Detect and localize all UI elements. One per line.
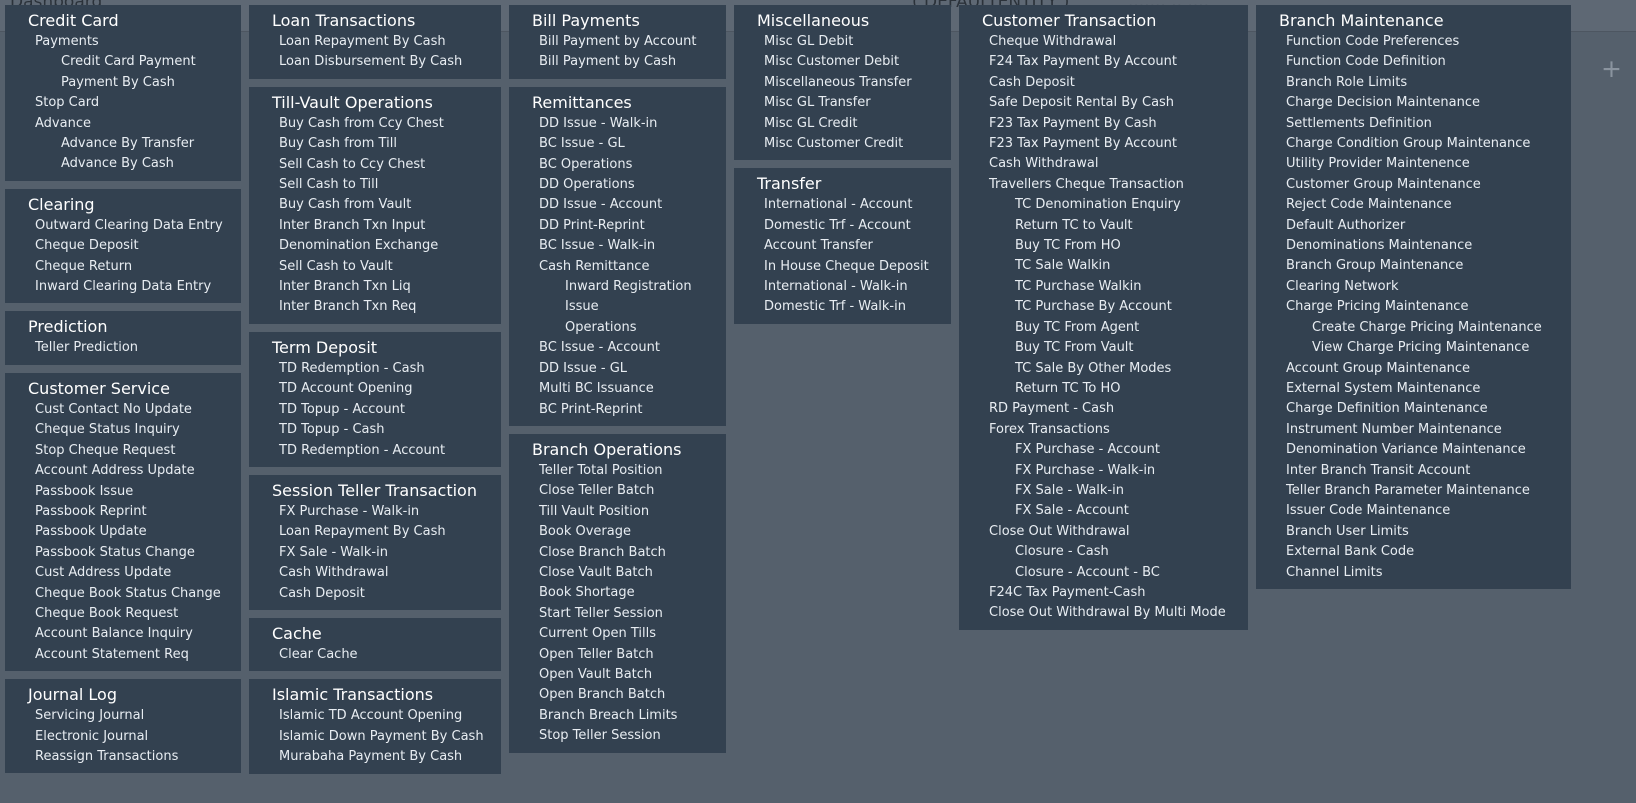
menu-item-loan-repayment-by-cash[interactable]: Loan Repayment By Cash <box>279 524 446 540</box>
menu-item-book-overage[interactable]: Book Overage <box>539 524 631 540</box>
menu-item-till-vault-position[interactable]: Till Vault Position <box>539 503 650 519</box>
menu-item-return-tc-to-ho[interactable]: Return TC To HO <box>1015 380 1121 396</box>
menu-column-5 <box>959 5 1248 630</box>
menu-item-miscellaneous-transfer[interactable]: Miscellaneous Transfer <box>764 74 912 90</box>
menu-item-closure-cash[interactable]: Closure - Cash <box>1015 544 1109 560</box>
panel-clearing <box>5 189 241 304</box>
menu-item-fx-purchase-account[interactable]: FX Purchase - Account <box>1015 442 1160 458</box>
menu-item-sell-cash-to-ccy-chest[interactable]: Sell Cash to Ccy Chest <box>279 156 426 172</box>
menu-item-fx-sale-walk-in[interactable]: FX Sale - Walk-in <box>279 544 388 560</box>
menu-item-current-open-tills[interactable]: Current Open Tills <box>539 626 656 642</box>
panel-bill-payments <box>509 5 726 79</box>
menu-item-f24c-tax-payment-cash[interactable]: F24C Tax Payment-Cash <box>989 584 1146 600</box>
panel-branch-operations <box>509 434 726 753</box>
menu-item-settlements-definition[interactable]: Settlements Definition <box>1286 115 1432 131</box>
menu-item-cheque-return[interactable]: Cheque Return <box>35 258 133 274</box>
menu-item-fx-sale-walk-in[interactable]: FX Sale - Walk-in <box>1015 482 1124 498</box>
menu-item-dd-issue-account[interactable]: DD Issue - Account <box>539 197 663 213</box>
menu-item-close-vault-batch[interactable]: Close Vault Batch <box>539 564 653 580</box>
panel-title: Branch Maintenance <box>1279 11 1444 30</box>
menu-column-2 <box>249 5 501 774</box>
menu-item-utility-provider-maintenence[interactable]: Utility Provider Maintenence <box>1286 156 1470 172</box>
panel-credit-card <box>5 5 241 181</box>
menu-item-f24-tax-payment-by-account[interactable]: F24 Tax Payment By Account <box>989 54 1178 70</box>
menu-item-create-charge-pricing-maintenance[interactable]: Create Charge Pricing Maintenance <box>1312 319 1542 335</box>
menu-item-international-walk-in[interactable]: International - Walk-in <box>764 279 908 295</box>
menu-item-f23-tax-payment-by-cash[interactable]: F23 Tax Payment By Cash <box>989 115 1157 131</box>
menu-item-bc-issue-account[interactable]: BC Issue - Account <box>539 340 660 356</box>
menu-column-3 <box>509 5 726 753</box>
menu-item-default-authorizer[interactable]: Default Authorizer <box>1286 217 1406 233</box>
menu-item-bc-issue-gl[interactable]: BC Issue - GL <box>539 136 625 152</box>
panel-session-teller-transaction <box>249 475 501 610</box>
menu-item-charge-pricing-maintenance[interactable]: Charge Pricing Maintenance <box>1286 299 1469 315</box>
menu-item-dd-issue-gl[interactable]: DD Issue - GL <box>539 360 628 376</box>
menu-item-passbook-reprint[interactable]: Passbook Reprint <box>35 503 147 519</box>
panel-customer-transaction <box>959 5 1248 630</box>
menu-item-inward-registration[interactable]: Inward Registration <box>565 279 692 295</box>
menu-column-4 <box>734 5 951 324</box>
menu-item-channel-limits[interactable]: Channel Limits <box>1286 564 1383 580</box>
menu-item-open-branch-batch[interactable]: Open Branch Batch <box>539 687 666 703</box>
panel-branch-maintenance <box>1256 5 1571 589</box>
menu-item-branch-role-limits[interactable]: Branch Role Limits <box>1286 74 1408 90</box>
panel-title: Miscellaneous <box>757 11 870 30</box>
menu-column-6 <box>1256 5 1571 589</box>
menu-item-international-account[interactable]: International - Account <box>764 197 913 213</box>
menu-item-teller-total-position[interactable]: Teller Total Position <box>539 462 663 478</box>
panel-customer-service <box>5 373 241 671</box>
menu-item-instrument-number-maintenance[interactable]: Instrument Number Maintenance <box>1286 421 1502 437</box>
menu-item-inter-branch-transit-account[interactable]: Inter Branch Transit Account <box>1286 462 1471 478</box>
panel-term-deposit <box>249 332 501 467</box>
menu-item-buy-cash-from-vault[interactable]: Buy Cash from Vault <box>279 197 412 213</box>
menu-item-closure-account-bc[interactable]: Closure - Account - BC <box>1015 564 1160 580</box>
menu-item-bill-payment-by-cash[interactable]: Bill Payment by Cash <box>539 54 677 70</box>
menu-item-cash-withdrawal[interactable]: Cash Withdrawal <box>989 156 1099 172</box>
panel-title: Islamic Transactions <box>272 685 434 705</box>
menu-item-branch-breach-limits[interactable]: Branch Breach Limits <box>539 707 678 723</box>
menu-item-fx-purchase-walk-in[interactable]: FX Purchase - Walk-in <box>1015 462 1156 478</box>
menu-item-fx-purchase-walk-in[interactable]: FX Purchase - Walk-in <box>279 503 420 519</box>
menu-item-cheque-book-request[interactable]: Cheque Book Request <box>35 605 179 621</box>
menu-item-bc-issue-walk-in[interactable]: BC Issue - Walk-in <box>539 238 656 254</box>
panel-title: Bill Payments <box>532 11 640 30</box>
menu-item-buy-tc-from-ho[interactable]: Buy TC From HO <box>1015 238 1121 254</box>
menu-item-teller-branch-parameter-maintenance[interactable]: Teller Branch Parameter Maintenance <box>1286 482 1530 498</box>
menu-item-cash-remittance[interactable]: Cash Remittance <box>539 258 650 274</box>
menu-item-electronic-journal[interactable]: Electronic Journal <box>35 728 149 744</box>
menu-item-open-vault-batch[interactable]: Open Vault Batch <box>539 666 653 682</box>
menu-item-passbook-status-change[interactable]: Passbook Status Change <box>35 544 195 560</box>
menu-item-misc-gl-transfer[interactable]: Misc GL Transfer <box>764 95 871 111</box>
menu-item-loan-repayment-by-cash[interactable]: Loan Repayment By Cash <box>279 34 446 49</box>
menu-item-credit-card-payment[interactable]: Credit Card Payment <box>61 54 196 70</box>
menu-item-cheque-deposit[interactable]: Cheque Deposit <box>35 238 139 254</box>
panel-prediction <box>5 311 241 364</box>
menu-item-close-teller-batch[interactable]: Close Teller Batch <box>539 483 655 499</box>
menu-item-account-transfer[interactable]: Account Transfer <box>764 238 873 254</box>
menu-item-operations[interactable]: Operations <box>565 319 637 335</box>
menu-item-domestic-trf-walk-in[interactable]: Domestic Trf - Walk-in <box>764 299 906 315</box>
menu-item-advance-by-transfer[interactable]: Advance By Transfer <box>61 136 195 152</box>
menu-item-bill-payment-by-account[interactable]: Bill Payment by Account <box>539 34 697 49</box>
menu-item-td-account-opening[interactable]: TD Account Opening <box>279 381 413 397</box>
panel-title: Journal Log <box>28 685 117 705</box>
panel-title: Loan Transactions <box>272 11 416 30</box>
menu-item-f23-tax-payment-by-account[interactable]: F23 Tax Payment By Account <box>989 136 1178 152</box>
menu-item-denomination-variance-maintenance[interactable]: Denomination Variance Maintenance <box>1286 442 1526 458</box>
menu-item-outward-clearing-data-entry[interactable]: Outward Clearing Data Entry <box>35 217 223 233</box>
menu-item-cheque-status-inquiry[interactable]: Cheque Status Inquiry <box>35 422 180 438</box>
menu-item-tc-sale-by-other-modes[interactable]: TC Sale By Other Modes <box>1015 360 1172 376</box>
menu-item-domestic-trf-account[interactable]: Domestic Trf - Account <box>764 217 911 233</box>
panel-cache <box>249 618 501 671</box>
menu-item-close-out-withdrawal[interactable]: Close Out Withdrawal <box>989 523 1130 539</box>
menu-item-external-bank-code[interactable]: External Bank Code <box>1286 544 1415 560</box>
menu-item-clear-cache[interactable]: Clear Cache <box>279 646 358 662</box>
menu-item-buy-cash-from-till[interactable]: Buy Cash from Till <box>279 136 397 152</box>
panel-miscellaneous <box>734 5 951 160</box>
menu-item-customer-group-maintenance[interactable]: Customer Group Maintenance <box>1286 176 1481 192</box>
menu-item-dd-print-reprint[interactable]: DD Print-Reprint <box>539 217 645 233</box>
menu-item-inter-branch-txn-input[interactable]: Inter Branch Txn Input <box>279 217 426 233</box>
panel-journal-log <box>5 679 241 773</box>
menu-item-tc-purchase-walkin[interactable]: TC Purchase Walkin <box>1015 278 1142 294</box>
menu-item-view-charge-pricing-maintenance[interactable]: View Charge Pricing Maintenance <box>1312 340 1530 356</box>
menu-item-misc-gl-credit[interactable]: Misc GL Credit <box>764 115 858 131</box>
menu-item-in-house-cheque-deposit[interactable]: In House Cheque Deposit <box>764 258 929 274</box>
menu-item-misc-gl-debit[interactable]: Misc GL Debit <box>764 34 854 49</box>
panel-title: Till-Vault Operations <box>272 92 433 112</box>
menu-item-open-teller-batch[interactable]: Open Teller Batch <box>539 646 654 662</box>
menu-item-stop-teller-session[interactable]: Stop Teller Session <box>539 728 661 744</box>
menu-item-function-code-definition[interactable]: Function Code Definition <box>1286 54 1446 70</box>
menu-item-islamic-down-payment-by-cash[interactable]: Islamic Down Payment By Cash <box>279 728 484 744</box>
menu-item-dd-issue-walk-in[interactable]: DD Issue - Walk-in <box>539 115 658 131</box>
menu-item-travellers-cheque-transaction[interactable]: Travellers Cheque Transaction <box>989 176 1184 192</box>
menu-item-misc-customer-credit[interactable]: Misc Customer Credit <box>764 136 904 152</box>
menu-item-dd-operations[interactable]: DD Operations <box>539 177 635 193</box>
menu-item-charge-decision-maintenance[interactable]: Charge Decision Maintenance <box>1286 95 1480 111</box>
menu-item-buy-tc-from-vault[interactable]: Buy TC From Vault <box>1015 340 1134 356</box>
menu-item-payments[interactable]: Payments <box>35 34 99 49</box>
menu-item-cash-deposit[interactable]: Cash Deposit <box>989 74 1075 90</box>
menu-item-function-code-preferences[interactable]: Function Code Preferences <box>1286 34 1460 49</box>
panel-title: Cache <box>272 623 322 643</box>
panel-title: Clearing <box>28 194 95 214</box>
menu-item-close-out-withdrawal-by-multi-mode[interactable]: Close Out Withdrawal By Multi Mode <box>989 605 1226 621</box>
menu-item-td-topup-account[interactable]: TD Topup - Account <box>279 401 405 417</box>
menu-item-inter-branch-txn-liq[interactable]: Inter Branch Txn Liq <box>279 279 411 295</box>
menu-item-account-statement-req[interactable]: Account Statement Req <box>35 646 189 662</box>
menu-item-cust-contact-no-update[interactable]: Cust Contact No Update <box>35 401 192 417</box>
menu-item-cash-withdrawal[interactable]: Cash Withdrawal <box>279 565 389 581</box>
menu-item-inter-branch-txn-req[interactable]: Inter Branch Txn Req <box>279 299 417 315</box>
menu-item-stop-card[interactable]: Stop Card <box>35 95 100 111</box>
menu-item-bc-print-reprint[interactable]: BC Print-Reprint <box>539 401 643 417</box>
panel-title: Session Teller Transaction <box>272 480 477 500</box>
menu-item-denominations-maintenance[interactable]: Denominations Maintenance <box>1286 238 1473 254</box>
menu-item-td-topup-cash[interactable]: TD Topup - Cash <box>279 422 385 438</box>
menu-item-buy-cash-from-ccy-chest[interactable]: Buy Cash from Ccy Chest <box>279 115 444 131</box>
menu-item-close-branch-batch[interactable]: Close Branch Batch <box>539 544 666 560</box>
menu-item-servicing-journal[interactable]: Servicing Journal <box>35 708 145 724</box>
menu-item-tc-sale-walkin[interactable]: TC Sale Walkin <box>1015 258 1111 274</box>
panel-till-vault-operations <box>249 87 501 324</box>
menu-item-td-redemption-cash[interactable]: TD Redemption - Cash <box>279 360 425 376</box>
menu-item-return-tc-to-vault[interactable]: Return TC to Vault <box>1015 217 1133 233</box>
panel-title: Term Deposit <box>272 337 378 357</box>
menu-item-cash-deposit[interactable]: Cash Deposit <box>279 585 365 601</box>
menu-item-book-shortage[interactable]: Book Shortage <box>539 585 635 601</box>
menu-item-murabaha-payment-by-cash[interactable]: Murabaha Payment By Cash <box>279 749 463 765</box>
menu-item-sell-cash-to-vault[interactable]: Sell Cash to Vault <box>279 258 393 274</box>
panel-title: Customer Transaction <box>982 11 1157 30</box>
menu-item-rd-payment-cash[interactable]: RD Payment - Cash <box>989 401 1115 417</box>
menu-item-issue[interactable]: Issue <box>565 299 599 315</box>
menu-item-external-system-maintenance[interactable]: External System Maintenance <box>1286 380 1481 396</box>
menu-item-clearing-network[interactable]: Clearing Network <box>1286 278 1399 294</box>
menu-item-islamic-td-account-opening[interactable]: Islamic TD Account Opening <box>279 708 463 724</box>
panel-title: Customer Service <box>28 378 170 398</box>
menu-item-passbook-issue[interactable]: Passbook Issue <box>35 483 134 499</box>
menu-item-sell-cash-to-till[interactable]: Sell Cash to Till <box>279 177 379 193</box>
menu-item-buy-tc-from-agent[interactable]: Buy TC From Agent <box>1015 319 1140 335</box>
menu-item-passbook-update[interactable]: Passbook Update <box>35 524 147 540</box>
menu-item-charge-condition-group-maintenance[interactable]: Charge Condition Group Maintenance <box>1286 136 1531 152</box>
panel-transfer <box>734 168 951 323</box>
menu-item-fx-sale-account[interactable]: FX Sale - Account <box>1015 503 1129 519</box>
menu-item-misc-customer-debit[interactable]: Misc Customer Debit <box>764 54 900 70</box>
panel-title: Credit Card <box>28 11 119 30</box>
panel-title: Transfer <box>757 174 822 194</box>
menu-item-branch-user-limits[interactable]: Branch User Limits <box>1286 523 1409 539</box>
panel-remittances <box>509 87 726 426</box>
panel-title: Prediction <box>28 317 108 337</box>
menu-item-branch-group-maintenance[interactable]: Branch Group Maintenance <box>1286 258 1464 274</box>
menu-item-tc-denomination-enquiry[interactable]: TC Denomination Enquiry <box>1015 197 1181 213</box>
menu-item-account-balance-inquiry[interactable]: Account Balance Inquiry <box>35 626 193 642</box>
menu-item-loan-disbursement-by-cash[interactable]: Loan Disbursement By Cash <box>279 54 463 70</box>
menu-item-inward-clearing-data-entry[interactable]: Inward Clearing Data Entry <box>35 279 212 295</box>
menu-item-charge-definition-maintenance[interactable]: Charge Definition Maintenance <box>1286 401 1488 417</box>
menu-item-tc-purchase-by-account[interactable]: TC Purchase By Account <box>1015 299 1172 315</box>
menu-item-stop-cheque-request[interactable]: Stop Cheque Request <box>35 442 176 458</box>
menu-item-forex-transactions[interactable]: Forex Transactions <box>989 421 1110 437</box>
menu-item-safe-deposit-rental-by-cash[interactable]: Safe Deposit Rental By Cash <box>989 95 1175 111</box>
menu-item-denomination-exchange[interactable]: Denomination Exchange <box>279 238 439 254</box>
menu-item-reassign-transactions[interactable]: Reassign Transactions <box>35 748 179 764</box>
menu-item-account-address-update[interactable]: Account Address Update <box>35 463 195 479</box>
panel-islamic-transactions <box>249 679 501 773</box>
menu-item-cheque-withdrawal[interactable]: Cheque Withdrawal <box>989 34 1117 49</box>
menu-item-cust-address-update[interactable]: Cust Address Update <box>35 565 172 581</box>
menu-item-bc-operations[interactable]: BC Operations <box>539 156 633 172</box>
menu-item-start-teller-session[interactable]: Start Teller Session <box>539 605 663 621</box>
menu-item-account-group-maintenance[interactable]: Account Group Maintenance <box>1286 360 1471 376</box>
menu-item-advance-by-cash[interactable]: Advance By Cash <box>61 156 174 172</box>
panel-loan-transactions <box>249 5 501 79</box>
menu-item-payment-by-cash[interactable]: Payment By Cash <box>61 74 175 90</box>
menu-item-teller-prediction[interactable]: Teller Prediction <box>35 340 139 356</box>
menu-item-cheque-book-status-change[interactable]: Cheque Book Status Change <box>35 585 221 601</box>
menu-item-issuer-code-maintenance[interactable]: Issuer Code Maintenance <box>1286 503 1451 519</box>
panel-title: Branch Operations <box>532 439 682 459</box>
menu-item-reject-code-maintenance[interactable]: Reject Code Maintenance <box>1286 197 1452 213</box>
menu-item-advance[interactable]: Advance <box>35 115 91 131</box>
panel-title: Remittances <box>532 92 632 112</box>
menu-item-multi-bc-issuance[interactable]: Multi BC Issuance <box>539 381 654 397</box>
menu-item-td-redemption-account[interactable]: TD Redemption - Account <box>279 442 446 458</box>
add-widget-icon[interactable]: + <box>1601 54 1622 83</box>
menu-column-1 <box>5 5 241 773</box>
